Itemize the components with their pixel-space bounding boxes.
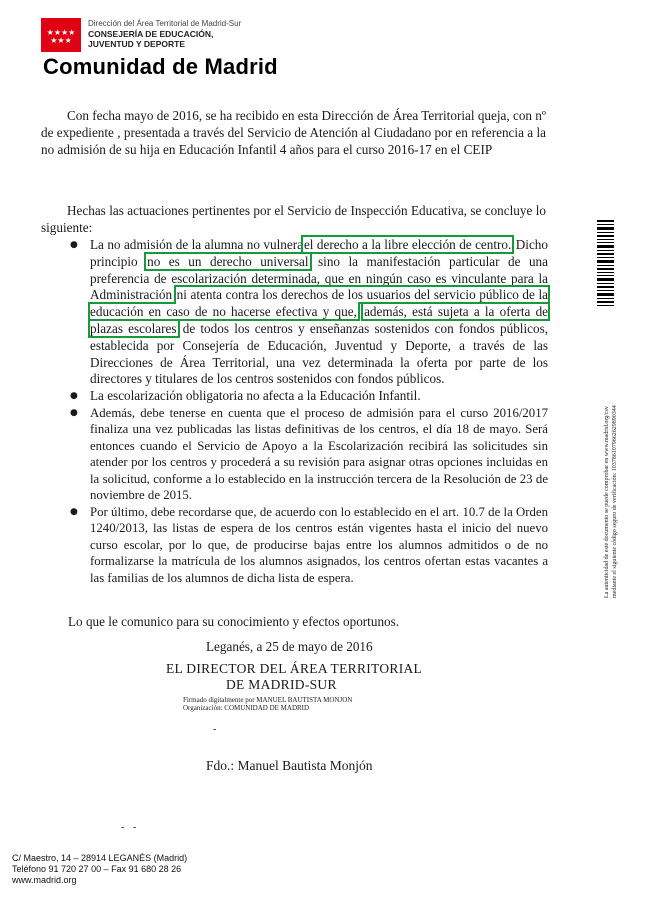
conclusions-list bbox=[70, 237, 549, 586]
item2-text: La escolarización obligatoria no afecta a la Educación Infantil. bbox=[90, 388, 421, 404]
paragraph-intro bbox=[41, 107, 546, 158]
madrid-flag-logo bbox=[41, 18, 81, 52]
bullet-icon: ● bbox=[70, 407, 78, 418]
paragraph-intro-text: Con fecha mayo de 2016, se ha recibido en esta Dirección de Área Territorial queja, con nº de expediente , presentada a través del Servicio de Atención al Ciudadano por en referencia a la no admisión de su hija en Educación Infantil 4 años para el curso 2016-17 en el CEIP bbox=[41, 108, 546, 157]
paragraph-conclusion bbox=[41, 202, 546, 236]
dept-line-2: CONSEJERÍA DE EDUCACIÓN, bbox=[88, 29, 214, 39]
signer-title-1: EL DIRECTOR DEL ÁREA TERRITORIAL bbox=[166, 661, 423, 676]
highlight-oferta-plazas: además, está sujeta a la oferta de plazas escolares bbox=[90, 304, 549, 336]
footer-address: C/ Maestro, 14 – 28914 LEGANÉS (Madrid) bbox=[12, 853, 188, 863]
highlight-derechos-usuarios: ni atenta contra los derechos de los usuarios del servicio público de la educación en caso de no hacerse efectiva y que, bbox=[90, 287, 548, 320]
footer-phone: Teléfono 91 720 27 00 – Fax 91 680 28 26 bbox=[12, 864, 182, 874]
item3-text: Además, debe tenerse en cuenta que el proceso de admisión para el curso 2016/2017 finaliza una vez publicadas las listas definitivas de los centros, el día 18 de mayo. Será entonces cuando el Servicio de Apoyo a la Escolarización recibirá las solicitudes sin atender por los centros y procederá a su revisión para asignar otras opciones incluidas en la solicitud, conforme a lo establecido en la instrucción tercera de la Resolución de 23 de noviembre de 2015. bbox=[90, 405, 548, 503]
digital-signature bbox=[183, 696, 352, 712]
highlight-derecho-universal: no es un derecho universal bbox=[147, 253, 309, 269]
item1-text-c: sino la manifestación particular de una preferencia de escolarización determinada, que en ningún caso es vinculante para la Administración bbox=[90, 253, 548, 303]
organization-name: Comunidad de Madrid bbox=[43, 54, 278, 79]
department-block bbox=[88, 19, 241, 49]
signer-name: Fdo.: Manuel Bautista Monjón bbox=[206, 758, 373, 773]
separator-mark: - bbox=[213, 724, 217, 735]
list-item bbox=[70, 237, 549, 388]
letterhead bbox=[41, 18, 341, 78]
place-date: Leganés, a 25 de mayo de 2016 bbox=[206, 639, 373, 654]
separator-mark-2: - - bbox=[121, 822, 140, 833]
item4-text: Por último, debe recordarse que, de acuerdo con lo establecido en el art. 10.7 de la Orden 1240/2013, las listas de espera de los centros están vigentes hasta el inicio del nuevo curso escolar, por lo que, de producirse bajas entre los alumnos admitidos o de no formalizarse la matrícula de los alumnos asignados, los centros ofertan estas vacantes a las familias de los alumnos de dicha lista de espera. bbox=[90, 504, 548, 585]
bullet-icon: ● bbox=[70, 240, 78, 250]
list-item bbox=[70, 388, 548, 405]
verification-line-1: La autenticidad de este documento se puede comprobar en www.madrid.org/csv bbox=[604, 406, 610, 598]
footer-web: www.madrid.org bbox=[12, 875, 77, 885]
digital-organization: Organización: COMUNIDAD DE MADRID bbox=[183, 704, 310, 712]
item1-text-a: La no admisión de la alumna no vulnera bbox=[90, 237, 303, 252]
verification-text bbox=[598, 318, 626, 598]
footer-contact bbox=[12, 853, 187, 886]
paragraph-conclusion-text: Hechas las actuaciones pertinentes por el Servicio de Inspección Educativa, se concluye lo siguiente: bbox=[41, 203, 546, 235]
signer-title-2: DE MADRID-SUR bbox=[226, 677, 337, 692]
barcode-icon bbox=[597, 220, 614, 306]
digital-signer: Firmado digitalmente por MANUEL BAUTISTA MONJON bbox=[183, 696, 353, 704]
item1-text-d: de todos los centros y enseñanzas sostenidos con fondos públicos, establecida por Consejería de Educación, Juventud y Deporte, a través de las Direcciones de Área Territorial, una vez determinada la oferta por parte de los directores y titulares de los centros sostenidos con fondos públicos. bbox=[90, 320, 548, 387]
bullet-icon: ● bbox=[70, 506, 78, 517]
dept-line-1: Dirección del Área Territorial de Madrid-Sur bbox=[88, 19, 242, 28]
dept-line-3: JUVENTUD Y DEPORTE bbox=[88, 39, 185, 49]
closing-line: Lo que le comunico para su conocimiento y efectos oportunos. bbox=[68, 614, 400, 629]
highlight-libre-eleccion: el derecho a la libre elección de centro. bbox=[303, 237, 512, 252]
verification-line-2: mediante el siguiente código seguro de verificación: 1037861079662629890344 bbox=[612, 405, 618, 598]
bullet-icon: ● bbox=[70, 391, 78, 402]
list-item bbox=[70, 504, 548, 587]
flag-stars-icon: ★★★★ ★★★ bbox=[46, 28, 76, 45]
item1-text-b: Dicho principio bbox=[90, 237, 548, 269]
list-item bbox=[70, 405, 548, 504]
